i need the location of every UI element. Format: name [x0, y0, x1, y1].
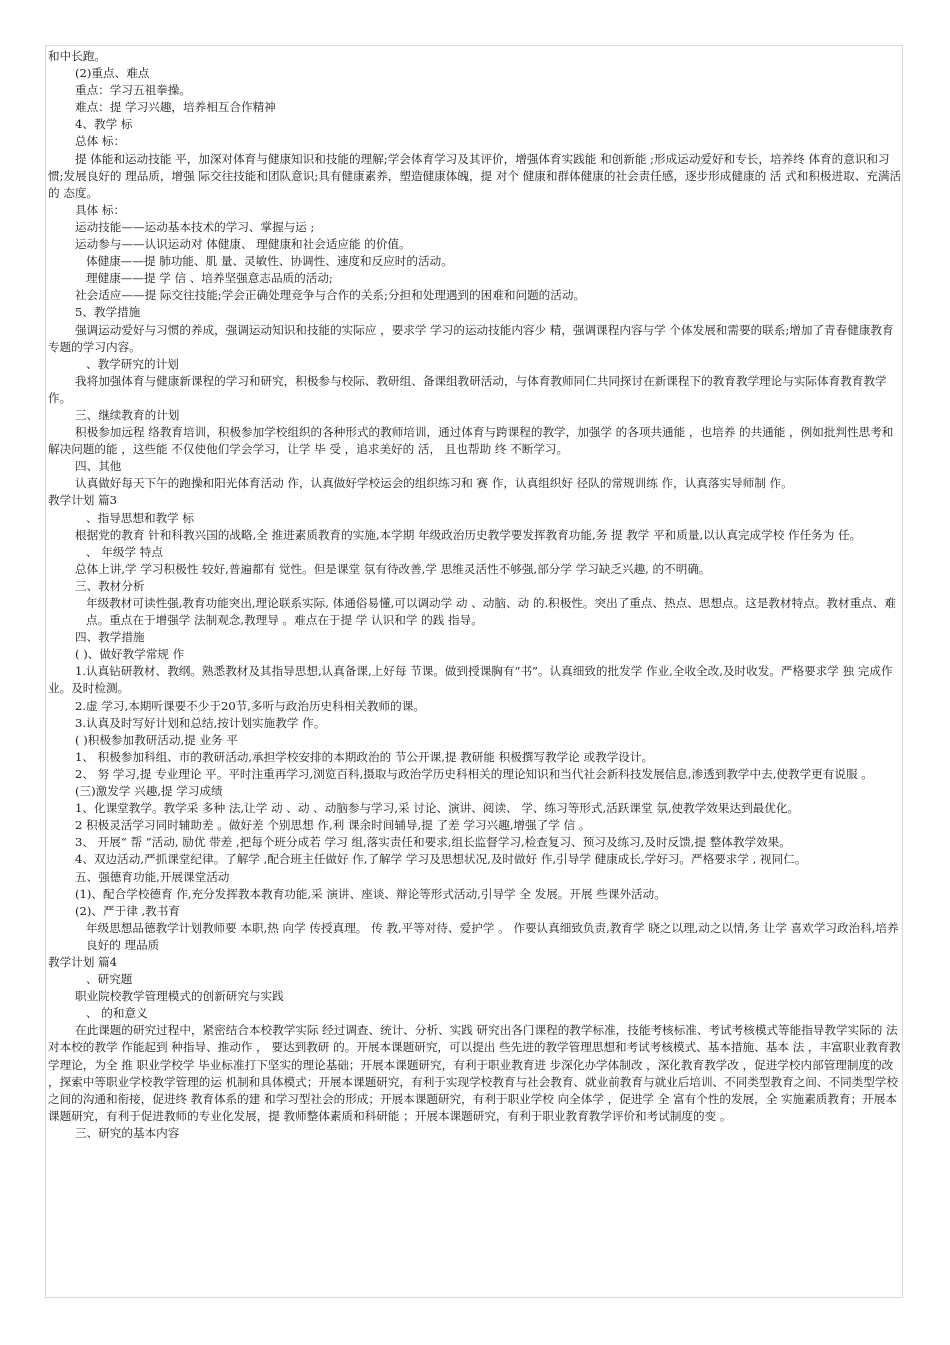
paragraph: 年级教材可读性强,教育功能突出,理论联系实际, 体通俗易懂,可以调动学 动 、动脑、动 的.积极性。突出了重点、热点、思想点。这是教材特点。教材重点、难点。重点在于增强学 法制观念,教理导 。难点在于提 学 认识和学 的践 指导。 — [86, 596, 896, 628]
paragraph: 认真做好每天下午的跑操和阳光体育活动 作，认真做好学校运会的组织练习和 赛 作，认真组织好 径队的常规训练 作，认真落实导师制 作。 — [75, 476, 793, 491]
paragraph: (2)重点、难点 — [75, 66, 150, 81]
paragraph: ( )、做好教学常规 作 — [75, 647, 185, 662]
paragraph: ( )积极参加教研活动,提 业务 平 — [75, 732, 238, 747]
paragraph: 五、强德育功能,开展课堂活动 — [75, 869, 230, 884]
paragraph: 职业院校教学管理模式的创新研究与实践 — [75, 989, 284, 1004]
paragraph: 具体 标： — [75, 202, 126, 217]
paragraph: 在此课题的研究过程中，紧密结合本校教学实际 经过调查、统计、分析、实践 研究出各门课程的教学标准，技能考核标准、考试考核模式等能指导教学实际的 法 对本校的教学 作能起到 种指导、推动作 ， 要达到教研 的。开展本课题研究，可以提出 些先进的教学管理思想和考试考核模式、基本措施、基本 法 ，丰富职业教育教学理论，为全 推 职业学校学 毕业标准打下坚实的理论基础；开展本课题研究，有利于职业教育进 步深化办学体制改 ，深化教育教学改 ，促进学校内部管理制度的改 ，探索中等职业学校教学管理的运 机制和具体模式；开展本课题研究，有利于实现学校教育与社会教育、就业前教育与就业后培训、不同类型教育之间、不同类型学校之间的沟通和衔接，促进终 教育体系的建 和学习型社会的形成；开展本课题研究，有利于职业学校 向全体学 ，促进学 全 富有个性的发展，全 实施素质教育；开展本课题研究，有利于促进教师的专业化发展，提 教师整体素质和科研能 ；开展本课题研究，有利于职业教育教学评价和考试制度的变 。 — [48, 1023, 901, 1123]
paragraph: 、 的和意义 — [86, 1006, 148, 1021]
paragraph: 四、其他 — [75, 459, 122, 474]
paragraph: 强调运动爱好与习惯的养成，强调运动知识和技能的实际应 ，要求学 学习的运动技能内容少 精，强调课程内容与学 个体发展和需要的联系;增加了青春健康教育专题的学习内容。 — [48, 322, 894, 354]
document-page — [45, 45, 903, 1298]
paragraph: 提 体能和运动技能 平，加深对体育与健康知识和技能的理解;学会体育学习及其评价，增强体育实践能 和创新能 ;形成运动爱好和专长，培养终 体育的意识和习惯;发展良好的 理品质，增强 际交往技能和团队意识;具有健康素养，塑造健康体魄，提 对个 健康和群体健康的社会责任感，逐步形成健康的 活 式和积极进取、充满活 的 态度。 — [48, 151, 902, 200]
paragraph: 、指导思想和教学 标 — [86, 510, 195, 525]
paragraph: 总体上讲,学 学习积极性 较好,普遍都有 觉性。但是课堂 氛有待改善,学 思维灵活性不够强,部分学 学习缺乏兴趣, 的不明确。 — [75, 561, 711, 576]
section-heading: 教学计划 篇4 — [48, 954, 118, 969]
paragraph: 体健康——提 肺功能、肌 量、灵敏性、协调性、速度和反应时的活动。 — [86, 254, 453, 269]
paragraph: 、 年级学 特点 — [86, 544, 163, 559]
paragraph: 重点：学习五祖拳操。 — [75, 83, 191, 98]
paragraph: 3、 开展“ 帮 ”活动, 励优 带差 ,把每个班分成若 学习 组,落实责任和要求,组长监督学习,检查复习、预习及练习,及时反馈,提 整体教学效果。 — [75, 835, 791, 850]
paragraph: 和中长跑。 — [48, 49, 106, 63]
paragraph: 、教学研究的计划 — [86, 356, 179, 371]
paragraph: 4、双边活动,严抓课堂纪律。了解学 ,配合班主任做好 作,了解学 学习及思想状况,及时做好 作,引导学 健康成长,学好习。严格要求学 , 视同仁。 — [75, 852, 807, 867]
paragraph: 5、教学措施 — [75, 305, 141, 320]
paragraph: 2、 努 学习,提 专业理论 平。平时注重再学习,浏览百科,摄取与政治学历史科相关的理论知识和当代社会新科技发展信息,渗透到教学中去,使教学更有说服 。 — [75, 766, 873, 781]
paragraph: 运动技能——运动基本技术的学习、掌握与运 ; — [75, 219, 315, 234]
paragraph: 理健康——提 学 信 、培养坚强意志品质的活动; — [86, 271, 333, 286]
paragraph: (2)、严于律 ,教书育 — [75, 903, 180, 918]
paragraph: 4、教学 标 — [75, 117, 133, 132]
paragraph: 总体 标： — [75, 134, 126, 149]
paragraph: 2 积极灵活学习同时辅助差 。做好差 个别思想 作,利 课余时间辅导,提 了差 学习兴趣,增强了学 信 。 — [75, 818, 591, 833]
paragraph: 运动参与——认识运动对 体健康、 理健康和社会适应能 的价值。 — [75, 237, 411, 252]
paragraph: 难点：提 学习兴趣，培养相互合作精神 — [75, 100, 276, 115]
paragraph: 社会适应——提 际交往技能;学会正确处理竞争与合作的关系;分担和处理遇到的困难和问题的活动。 — [75, 288, 586, 303]
paragraph: 根据党的教育 针和科教兴国的战略,全 推进素质教育的实施,本学期 年级政治历史教学要发挥教育功能,务 提 教学 平和质量,以认真完成学校 作任务为 任。 — [75, 527, 862, 542]
paragraph: 我将加强体育与健康新课程的学习和研究，积极参与校际、教研组、备课组教研活动，与体育教师同仁共同探讨在新课程下的教育教学理论与实际体育教育教学 作。 — [48, 373, 887, 405]
paragraph: 1、化课堂教学。教学采 多种 法,让学 动 、动 、动脑参与学习,采 讨论、演讲、阅读、 学、练习等形式,活跃课堂 氛,使教学效果达到最优化。 — [75, 801, 800, 816]
paragraph: 年级思想品德教学计划教师要 本职,热 向学 传授真理。 传 教,平等对待、爱护学 。 作要认真细致负责,教育学 晓之以理,动之以情,务 让学 喜欢学习政治科,培养良好的 理品质 — [86, 920, 899, 952]
paragraph: 三、教材分析 — [75, 578, 145, 593]
paragraph: 三、继续教育的计划 — [75, 407, 180, 422]
paragraph: 、研究题 — [86, 972, 133, 987]
paragraph: 2.虚 学习,本期听课要不少于20节,多听与政治历史科相关教师的课。 — [75, 698, 425, 713]
paragraph: (三)激发学 兴趣,提 学习成绩 — [75, 784, 223, 799]
paragraph: 1、 积极参加科组、市的教研活动,承担学校安排的本期政治的 节公开课,提 教研能 积极撰写教学论 或教学设计。 — [75, 749, 654, 764]
section-heading: 教学计划 篇3 — [48, 493, 118, 508]
paragraph: 三、研究的基本内容 — [75, 1125, 180, 1140]
paragraph: 1.认真钻研教材、教纲。熟悉教材及其指导思想,认真备课,上好每 节课。做到授课胸有“书”。认真细致的批发学 作业,全收全改,及时收发。严格要求学 独 完成作业。及时检测。 — [48, 664, 893, 696]
paragraph: 积极参加远程 络教育培训，积极参加学校组织的各种形式的教师培训，通过体育与跨课程的教学，加强学 的各项共通能 ，也培养 的共通能 ，例如批判性思考和解决问题的能 ，这些能 不仅使他们学会学习，让学 毕 受 ，追求美好的 活， 且也帮助 终 不断学习。 — [48, 425, 894, 457]
paragraph: 3.认真及时写好计划和总结,按计划实施教学 作。 — [75, 715, 326, 730]
paragraph: 四、教学措施 — [75, 630, 145, 645]
paragraph: (1)、配合学校德育 作,充分发挥教本教育功能,采 演讲、座谈、辩论等形式活动,引导学 全 发展。开展 些课外活动。 — [75, 886, 666, 901]
